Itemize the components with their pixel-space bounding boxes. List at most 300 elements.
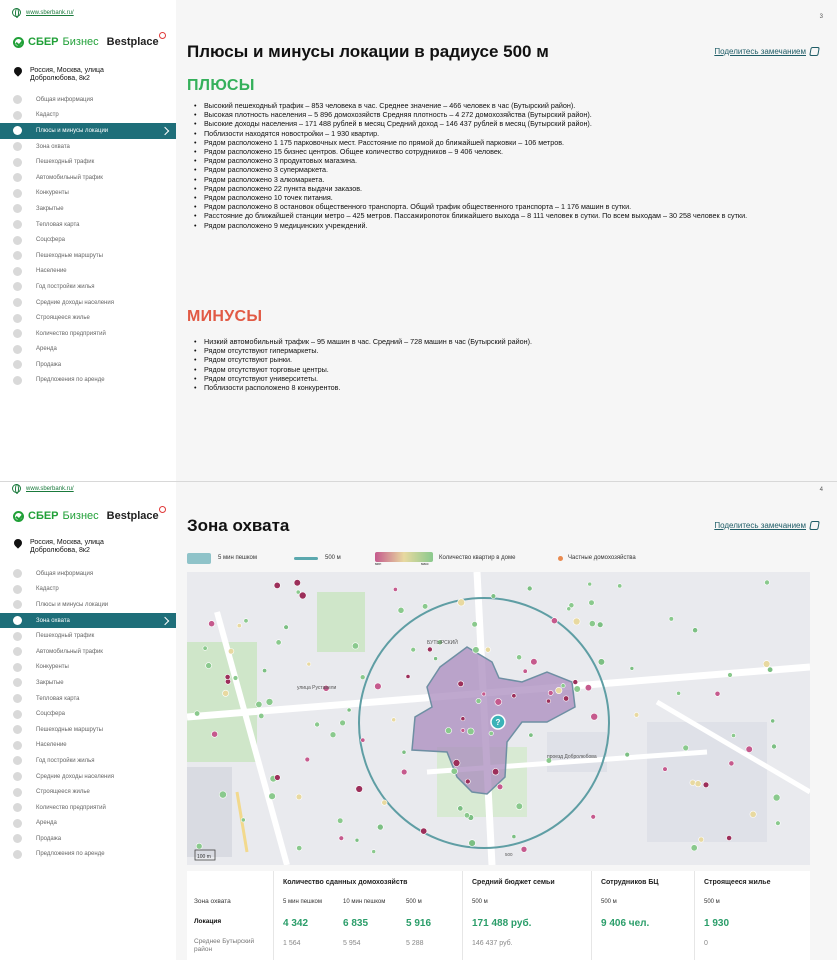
sidebar-item-label: Зона охвата: [36, 617, 70, 624]
apartment-dot: [467, 728, 474, 735]
households-sub-10min: 10 мин пешком: [343, 899, 386, 905]
apartment-dot: [194, 711, 199, 716]
car-icon: [13, 173, 22, 182]
budget-location: 171 488 руб.: [472, 918, 532, 929]
apartment-dot: [427, 647, 432, 652]
sidebar-item[interactable]: [0, 264, 176, 280]
sidebar-item[interactable]: [0, 295, 176, 311]
apartment-dot: [683, 745, 689, 751]
apartment-dot: [489, 731, 493, 735]
apartment-dot: [445, 728, 451, 734]
budget-sub: 500 м: [472, 899, 488, 905]
apartment-dot: [546, 699, 550, 703]
list-item: • Рядом отсутствуют рынки.: [194, 355, 816, 364]
apartment-dot: [767, 667, 772, 672]
employees-sub: 500 м: [601, 899, 617, 905]
apartment-dot: [677, 691, 681, 695]
logo-bestplace: Bestplace: [106, 510, 159, 522]
apartment-dot: [731, 733, 735, 737]
pros-heading: ПЛЮСЫ: [187, 77, 255, 94]
offers-icon: [13, 376, 22, 385]
apartment-dot: [209, 621, 215, 627]
apartment-dot: [337, 818, 343, 824]
address-line2: Добролюбова, 8к2: [30, 547, 90, 554]
car-icon: [13, 647, 22, 656]
apartment-dot: [574, 686, 581, 693]
sidebar-item-label: Пешеходный трафик: [36, 633, 95, 640]
sidebar-item[interactable]: [0, 279, 176, 295]
sidebar-item-label: Аренда: [36, 346, 57, 353]
share-remark-link-2[interactable]: [714, 521, 819, 530]
sidebar-item-label: Конкуренты: [36, 664, 69, 671]
legend-apartments-gradient: [375, 552, 433, 562]
sidebar-item-label: Аренда: [36, 820, 57, 827]
share-remark-text: Поделитесь замечанием: [714, 521, 806, 530]
sidebar-item[interactable]: [0, 800, 176, 816]
pointer-icon: [809, 47, 820, 56]
building-block: [187, 767, 232, 857]
sidebar-item-label: Плюсы и минусы локации: [36, 127, 109, 134]
building-icon: [13, 788, 22, 797]
rent-icon: [13, 345, 22, 354]
budget-header: Средний бюджет семьи: [472, 879, 555, 886]
apartment-dot: [196, 843, 202, 849]
apartment-dot: [453, 760, 460, 767]
list-item: • Рядом расположено 1 175 парковочных мест. Расстояние по прямой до ближайшей парковки – 106 метров.: [194, 138, 816, 147]
apartment-dot: [567, 607, 571, 611]
coverage-stats: [187, 871, 810, 960]
social-icon: [13, 710, 22, 719]
district-label: БУТЫРСКИЙ: [427, 640, 458, 646]
apartment-dot: [464, 813, 469, 818]
construction-location: 1 930: [704, 918, 730, 929]
apartment-dot: [690, 780, 696, 786]
apartment-dot: [589, 621, 595, 627]
apartment-dot: [406, 674, 410, 678]
coverage-map[interactable]: [187, 572, 810, 865]
sidebar-item[interactable]: [0, 613, 176, 629]
sidebar-item[interactable]: [0, 784, 176, 800]
apartment-dot: [274, 582, 280, 588]
sidebar-item-label: Кадастр: [36, 112, 59, 119]
apartment-dot: [356, 786, 363, 793]
apartment-dot: [495, 699, 502, 706]
page-number: 3: [819, 14, 823, 20]
list-item: • Рядом отсутствуют университеты.: [194, 374, 816, 383]
sidebar-item-label: Соцсфера: [36, 237, 65, 244]
apartment-dot: [727, 835, 732, 840]
sidebar-item-label: Закрытые: [36, 205, 64, 212]
heatmap-icon: [13, 220, 22, 229]
sidebar-item[interactable]: [0, 566, 176, 582]
list-item: • Рядом расположено 3 супермаркета.: [194, 165, 816, 174]
sidebar-item[interactable]: [0, 186, 176, 202]
sale-icon: [13, 834, 22, 843]
map-legend: [187, 552, 817, 566]
apartment-dot: [750, 811, 756, 817]
apartment-dot: [485, 647, 490, 652]
list-item: • Высокие доходы населения – 171 488 рублей в месяц Средний доход – 146 437 рублей в месяц (Бутырский район).: [194, 119, 816, 128]
sidebar-item[interactable]: [0, 722, 176, 738]
apartment-dot: [563, 696, 568, 701]
sidebar-item[interactable]: [0, 597, 176, 613]
sidebar-item-label: Средние доходы населения: [36, 299, 114, 306]
sidebar-item[interactable]: [0, 831, 176, 847]
sidebar-item[interactable]: [0, 92, 176, 108]
sidebar-item-label: Население: [36, 742, 67, 749]
construction-district: 0: [704, 940, 708, 947]
rent-icon: [13, 819, 22, 828]
households-loc-5min: 4 342: [283, 918, 309, 929]
apartment-dot: [597, 622, 603, 628]
list-item: • Высокая плотность населения – 5 896 домохозяйств Средняя плотность – 4 272 домохозяйства (Бутырский район).: [194, 110, 816, 119]
apartment-dot: [516, 803, 523, 810]
apartment-dot: [219, 791, 226, 798]
apartment-dot: [256, 701, 262, 707]
apartment-dot: [401, 769, 407, 775]
apartment-dot: [377, 824, 383, 830]
apartment-dot: [763, 661, 770, 668]
sidebar-item-label: Год постройки жилья: [36, 283, 95, 290]
households-header: Количество сданных домохозяйств: [283, 879, 408, 886]
list-item: • Поблизости находятся новостройки – 1 930 квартир.: [194, 129, 816, 138]
apartment-dot: [523, 669, 527, 673]
apartment-dot: [225, 674, 230, 679]
cadastre-icon: [13, 585, 22, 594]
logo: [13, 36, 159, 48]
apartment-dot: [269, 793, 276, 800]
apartment-dot: [458, 681, 464, 687]
competitors-icon: [13, 189, 22, 198]
park-area: [317, 592, 365, 652]
apartment-dot: [529, 733, 533, 737]
employees-header: Сотрудников БЦ: [601, 879, 659, 886]
sidebar-item[interactable]: [0, 170, 176, 186]
apartment-dot: [422, 604, 428, 610]
apartment-dot: [461, 728, 465, 732]
sidebar-item-label: Конкуренты: [36, 190, 69, 197]
apartment-dot: [548, 690, 553, 695]
apartment-dot: [266, 698, 273, 705]
sber-logo-icon: [13, 511, 24, 522]
sidebar-item-label: Количество предприятий: [36, 804, 106, 811]
sidebar-item[interactable]: [0, 248, 176, 264]
households-loc-10min: 6 835: [343, 918, 369, 929]
sidebar-item-label: Общая информация: [36, 570, 94, 577]
list-item: • Расстояние до ближайшей станции метро – 425 метров. Пассажиропоток ближайшего выхода – 8 111 человек в сутки. По всем выходам – 30 258 человек в сутки.: [194, 211, 816, 220]
street-label-dobrolyubova: проезд Добролюбова: [547, 754, 597, 760]
building-icon: [13, 314, 22, 323]
apartment-dot: [746, 746, 753, 753]
globe-icon: [12, 8, 21, 17]
cons-heading: МИНУСЫ: [187, 308, 263, 325]
list-item: • Рядом расположено 22 пункта выдачи заказов.: [194, 184, 816, 193]
apartment-dot: [588, 582, 592, 586]
sidebar-item-label: Пешеходные маршруты: [36, 252, 103, 259]
info-icon: [13, 95, 22, 104]
apartment-dot: [355, 838, 359, 842]
apartment-dot: [776, 821, 781, 826]
apartment-dot: [517, 655, 522, 660]
location-marker-glyph: ?: [495, 718, 501, 727]
sidebar-item[interactable]: [0, 660, 176, 676]
apartment-dot: [469, 840, 476, 847]
legend-radius-label: 500 м: [325, 555, 341, 561]
sidebar-item[interactable]: [0, 675, 176, 691]
apartment-dot: [340, 720, 346, 726]
sidebar-item-label: Строящееся жилье: [36, 315, 90, 322]
sber-logo-icon: [13, 37, 24, 48]
scales-icon: [13, 126, 22, 135]
apartment-dot: [765, 580, 770, 585]
apartment-dot: [296, 794, 302, 800]
logo-bestplace: Bestplace: [106, 36, 159, 48]
budget-district: 146 437 руб.: [472, 940, 513, 947]
street-label-rustaveli: улица Руставели: [297, 685, 337, 691]
sidebar: [0, 0, 176, 482]
sidebar-item[interactable]: [0, 108, 176, 124]
sidebar-item[interactable]: [0, 706, 176, 722]
apartment-dot: [693, 628, 698, 633]
apartment-dot: [512, 694, 516, 698]
sidebar-item[interactable]: [0, 232, 176, 248]
apartment-dot: [307, 662, 311, 666]
row-label-location: Локация: [194, 918, 222, 925]
apartment-dot: [360, 675, 365, 680]
apartment-dot: [458, 806, 463, 811]
sidebar-item[interactable]: [0, 139, 176, 155]
apartment-dot: [458, 599, 465, 606]
apartment-dot: [276, 640, 281, 645]
sidebar-item[interactable]: [0, 769, 176, 785]
sidebar-item[interactable]: [0, 691, 176, 707]
sidebar-item-label: Продажа: [36, 361, 62, 368]
sidebar-item[interactable]: [0, 201, 176, 217]
apartment-dot: [669, 617, 674, 622]
nav-menu-2: [0, 566, 176, 862]
enterprise-icon: [13, 329, 22, 338]
income-icon: [13, 772, 22, 781]
sidebar-item[interactable]: [0, 342, 176, 358]
row-label-zone: Зона охвата: [194, 898, 231, 905]
households-dist-500m: 5 288: [406, 940, 424, 947]
apartment-dot: [461, 717, 465, 721]
address-line2: Добролюбова, 8к2: [30, 75, 90, 82]
share-remark-text: Поделитесь замечанием: [714, 47, 806, 56]
apartment-dot: [728, 673, 733, 678]
address: [14, 67, 104, 83]
closed-icon: [13, 678, 22, 687]
apartment-dot: [618, 584, 622, 588]
apartment-dot: [598, 659, 605, 666]
apartment-dot: [729, 761, 734, 766]
sidebar-item-label: Общая информация: [36, 96, 94, 103]
social-icon: [13, 236, 22, 245]
share-remark-link[interactable]: [714, 47, 819, 56]
calendar-icon: [13, 756, 22, 765]
page-title-2: Зона охвата: [187, 516, 290, 535]
ring-label: 500: [505, 852, 513, 857]
apartment-dot: [473, 647, 480, 654]
sidebar-item-label: Автомобильный трафик: [36, 174, 103, 181]
sidebar-item-label: Плюсы и минусы локации: [36, 601, 109, 608]
logo-2: [13, 510, 159, 522]
sidebar-2: [0, 482, 176, 960]
apartment-dot: [347, 708, 351, 712]
apartment-dot: [772, 744, 777, 749]
location-pin-icon: [14, 67, 22, 77]
apartment-dot: [297, 845, 302, 850]
location-pin-icon: [14, 539, 22, 549]
sidebar-item-label: Количество предприятий: [36, 330, 106, 337]
logo-biz: Бизнес: [62, 510, 99, 522]
logo-sber: СБЕР: [28, 510, 59, 522]
sidebar-item[interactable]: [0, 373, 176, 389]
list-item: • Рядом расположено 8 остановок общественного транспорта. Общий трафик общественного транспорта – 1 176 машин в сутки.: [194, 202, 816, 211]
sidebar-item[interactable]: [0, 357, 176, 373]
list-item: • Поблизости расположено 8 конкурентов.: [194, 383, 816, 392]
apartment-dot: [451, 768, 457, 774]
households-dist-5min: 1 564: [283, 940, 301, 947]
apartment-dot: [773, 794, 780, 801]
apartment-dot: [695, 781, 701, 787]
sidebar-item[interactable]: [0, 123, 176, 139]
apartment-dot: [244, 619, 248, 623]
route-icon: [13, 251, 22, 260]
sidebar-item[interactable]: [0, 816, 176, 832]
employees-location: 9 406 чел.: [601, 918, 650, 929]
page-title: Плюсы и минусы локации в радиусе 500 м: [187, 42, 549, 61]
apartment-dot: [573, 618, 580, 625]
apartment-dot: [630, 666, 634, 670]
population-icon: [13, 267, 22, 276]
apartment-dot: [591, 713, 598, 720]
sidebar-item-label: Соцсфера: [36, 711, 65, 718]
legend-apartments-label: Количество квартир в доме: [439, 555, 516, 561]
sidebar-item[interactable]: [0, 847, 176, 863]
apartment-dot: [294, 580, 301, 587]
cons-list: [194, 337, 816, 392]
apartment-dot: [491, 594, 496, 599]
legend-walk-swatch: [187, 553, 211, 564]
apartment-dot: [382, 800, 387, 805]
apartment-dot: [482, 692, 486, 696]
apartment-dot: [434, 657, 438, 661]
sidebar-item[interactable]: [0, 582, 176, 598]
site-link-2[interactable]: [12, 484, 74, 493]
apartment-dot: [492, 769, 499, 776]
competitors-icon: [13, 663, 22, 672]
apartment-dot: [372, 850, 376, 854]
apartment-dot: [339, 836, 344, 841]
apartment-dot: [233, 676, 238, 681]
sidebar-item-label: Предложения по аренде: [36, 377, 105, 384]
apartment-dot: [203, 646, 207, 650]
address-line1: Россия, Москва, улица: [30, 539, 104, 546]
scales-icon: [13, 600, 22, 609]
apartment-dot: [556, 687, 562, 693]
apartment-dot: [521, 846, 527, 852]
legend-max: макс: [421, 562, 429, 566]
sidebar-item-label: Пешеходные маршруты: [36, 726, 103, 733]
apartment-dot: [512, 835, 516, 839]
households-sub-500m: 500 м: [406, 899, 422, 905]
sale-icon: [13, 360, 22, 369]
site-link[interactable]: [12, 8, 74, 17]
apartment-dot: [228, 649, 234, 655]
sidebar-item-label: Зона охвата: [36, 143, 70, 150]
sidebar-item-label: Пешеходный трафик: [36, 159, 95, 166]
apartment-dot: [375, 683, 382, 690]
apartment-dot: [296, 590, 300, 594]
offers-icon: [13, 850, 22, 859]
apartment-dot: [703, 782, 709, 788]
construction-sub: 500 м: [704, 899, 720, 905]
apartment-dot: [315, 722, 320, 727]
scale-bar-label: 100 m: [197, 854, 211, 860]
apartment-dot: [465, 779, 470, 784]
apartment-dot: [527, 586, 532, 591]
apartment-dot: [625, 752, 630, 757]
apartment-dot: [352, 643, 358, 649]
sidebar-item-label: Тепловая карта: [36, 695, 80, 702]
sidebar-item-label: Год постройки жилья: [36, 757, 95, 764]
apartment-dot: [476, 698, 481, 703]
apartment-dot: [585, 685, 591, 691]
apartment-dot: [392, 718, 396, 722]
sidebar-item-label: Население: [36, 268, 67, 275]
sidebar-item[interactable]: [0, 154, 176, 170]
apartment-dot: [206, 663, 212, 669]
apartment-dot: [573, 680, 578, 685]
apartment-dot: [551, 618, 557, 624]
list-item: • Рядом расположено 3 продуктовых магазина.: [194, 156, 816, 165]
apartment-dot: [223, 690, 229, 696]
apartment-dot: [305, 757, 310, 762]
apartment-dot: [691, 845, 697, 851]
sidebar-item-label: Закрытые: [36, 679, 64, 686]
sidebar-item[interactable]: [0, 753, 176, 769]
households-sub-5min: 5 мин пешком: [283, 899, 323, 905]
sidebar-item-label: Предложения по аренде: [36, 851, 105, 858]
sidebar-item[interactable]: [0, 738, 176, 754]
calendar-icon: [13, 282, 22, 291]
apartment-dot: [411, 647, 416, 652]
walker-icon: [13, 632, 22, 641]
map-canvas: [187, 572, 810, 865]
sidebar-item[interactable]: [0, 217, 176, 233]
page-number-2: 4: [819, 487, 823, 493]
apartment-dot: [361, 738, 365, 742]
apartment-dot: [275, 775, 281, 781]
address-2: [14, 539, 104, 555]
population-icon: [13, 741, 22, 750]
sidebar-item[interactable]: [0, 644, 176, 660]
apartment-dot: [589, 600, 595, 606]
address-line1: Россия, Москва, улица: [30, 67, 104, 74]
sidebar-item[interactable]: [0, 628, 176, 644]
sidebar-item[interactable]: [0, 326, 176, 342]
sidebar-item-label: Тепловая карта: [36, 221, 80, 228]
apartment-dot: [393, 587, 397, 591]
apartment-dot: [591, 814, 596, 819]
sidebar-item[interactable]: [0, 310, 176, 326]
list-item: • Рядом расположено 9 медицинских учреждений.: [194, 221, 816, 230]
apartment-dot: [561, 684, 565, 688]
apartment-dot: [284, 625, 289, 630]
site-link-text: www.sberbank.ru/: [26, 9, 74, 16]
logo-biz: Бизнес: [62, 36, 99, 48]
